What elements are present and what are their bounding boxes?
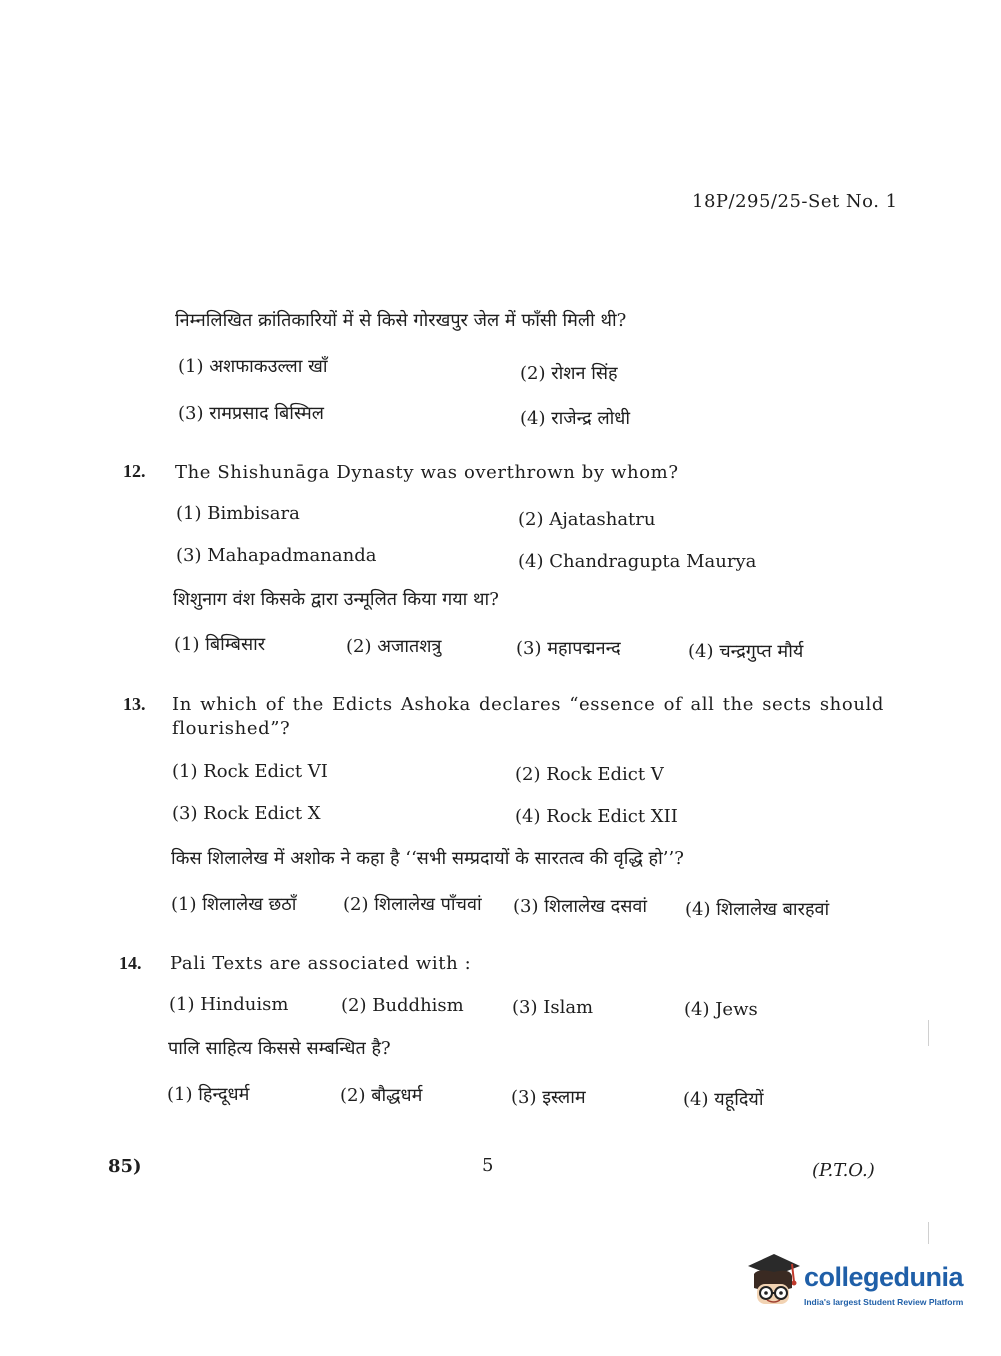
q12-option-1: (1) Bimbisara bbox=[176, 503, 300, 524]
q13-option-2-hindi: (2) शिलालेख पाँचवां bbox=[343, 894, 482, 915]
q11-option-2-hindi: (2) रोशन सिंह bbox=[520, 363, 618, 384]
q12-number: 12. bbox=[123, 461, 146, 481]
logo-tagline: India's largest Student Review Platform bbox=[804, 1297, 964, 1307]
q14-number: 14. bbox=[119, 953, 142, 973]
q11-option-4-hindi: (4) राजेन्द्र लोधी bbox=[520, 408, 631, 429]
q12-option-4: (4) Chandragupta Maurya bbox=[518, 551, 757, 572]
q12-option-4-hindi: (4) चन्द्रगुप्त मौर्य bbox=[688, 641, 804, 662]
q14-question-english: Pali Texts are associated with : bbox=[170, 953, 472, 974]
q13-number: 13. bbox=[123, 694, 146, 714]
q11-option-1-hindi: (1) अशफाकउल्ला खाँ bbox=[178, 356, 328, 377]
q11-question-hindi: निम्नलिखित क्रांतिकारियों में से किसे गोरखपुर जेल में फाँसी मिली थी? bbox=[175, 310, 627, 331]
q12-option-1-hindi: (1) बिम्बिसार bbox=[174, 634, 266, 655]
q13-option-1-hindi: (1) शिलालेख छठाँ bbox=[171, 894, 297, 915]
q12-question-hindi: शिशुनाग वंश किसके द्वारा उन्मूलित किया गया था? bbox=[173, 589, 499, 610]
q13-option-4: (4) Rock Edict XII bbox=[515, 806, 678, 827]
q13-question-hindi: किस शिलालेख में अशोक ने कहा है ‘‘सभी सम्प्रदायों के सारतत्व की वृद्धि हो’’? bbox=[171, 848, 684, 869]
q11-option-3-hindi: (3) रामप्रसाद बिस्मिल bbox=[178, 403, 324, 424]
q12-option-3-hindi: (3) महापद्मनन्द bbox=[516, 638, 621, 659]
q14-option-1: (1) Hinduism bbox=[169, 994, 289, 1015]
q14-option-2-hindi: (2) बौद्धधर्म bbox=[340, 1085, 423, 1106]
scan-mark bbox=[928, 1222, 929, 1244]
q13-option-1: (1) Rock Edict VI bbox=[172, 761, 328, 782]
graduate-mascot-icon bbox=[744, 1248, 802, 1316]
logo-wordmark: collegedunia bbox=[804, 1262, 964, 1292]
q14-option-4-hindi: (4) यहूदियों bbox=[683, 1089, 764, 1110]
q12-option-2-hindi: (2) अजातशत्रु bbox=[346, 636, 442, 657]
page-number: 5 bbox=[482, 1155, 494, 1176]
q13-option-3-hindi: (3) शिलालेख दसवां bbox=[513, 896, 648, 917]
q14-option-3: (3) Islam bbox=[512, 997, 594, 1018]
footer-code: 85) bbox=[108, 1156, 142, 1177]
scan-mark bbox=[928, 1020, 929, 1046]
q12-option-3: (3) Mahapadmananda bbox=[176, 545, 377, 566]
q13-option-3: (3) Rock Edict X bbox=[172, 803, 321, 824]
q14-option-3-hindi: (3) इस्लाम bbox=[511, 1087, 586, 1108]
q12-option-2: (2) Ajatashatru bbox=[518, 509, 656, 530]
paper-code: 18P/295/25-Set No. 1 bbox=[692, 191, 898, 212]
q14-option-4: (4) Jews bbox=[684, 999, 758, 1020]
q14-question-hindi: पालि साहित्य किससे सम्बन्धित है? bbox=[168, 1038, 391, 1059]
q13-question-english: In which of the Edicts Ashoka declares “essence of all the sects should flourished”? bbox=[172, 694, 884, 739]
q13-option-2: (2) Rock Edict V bbox=[515, 764, 664, 785]
q13-option-4-hindi: (4) शिलालेख बारहवां bbox=[685, 899, 830, 920]
pto-label: (P.T.O.) bbox=[812, 1160, 875, 1181]
q14-option-2: (2) Buddhism bbox=[341, 995, 464, 1016]
collegedunia-logo bbox=[744, 1248, 974, 1316]
q12-question-english: The Shishunāga Dynasty was overthrown by whom? bbox=[175, 462, 679, 483]
q14-option-1-hindi: (1) हिन्दूधर्म bbox=[167, 1084, 250, 1105]
